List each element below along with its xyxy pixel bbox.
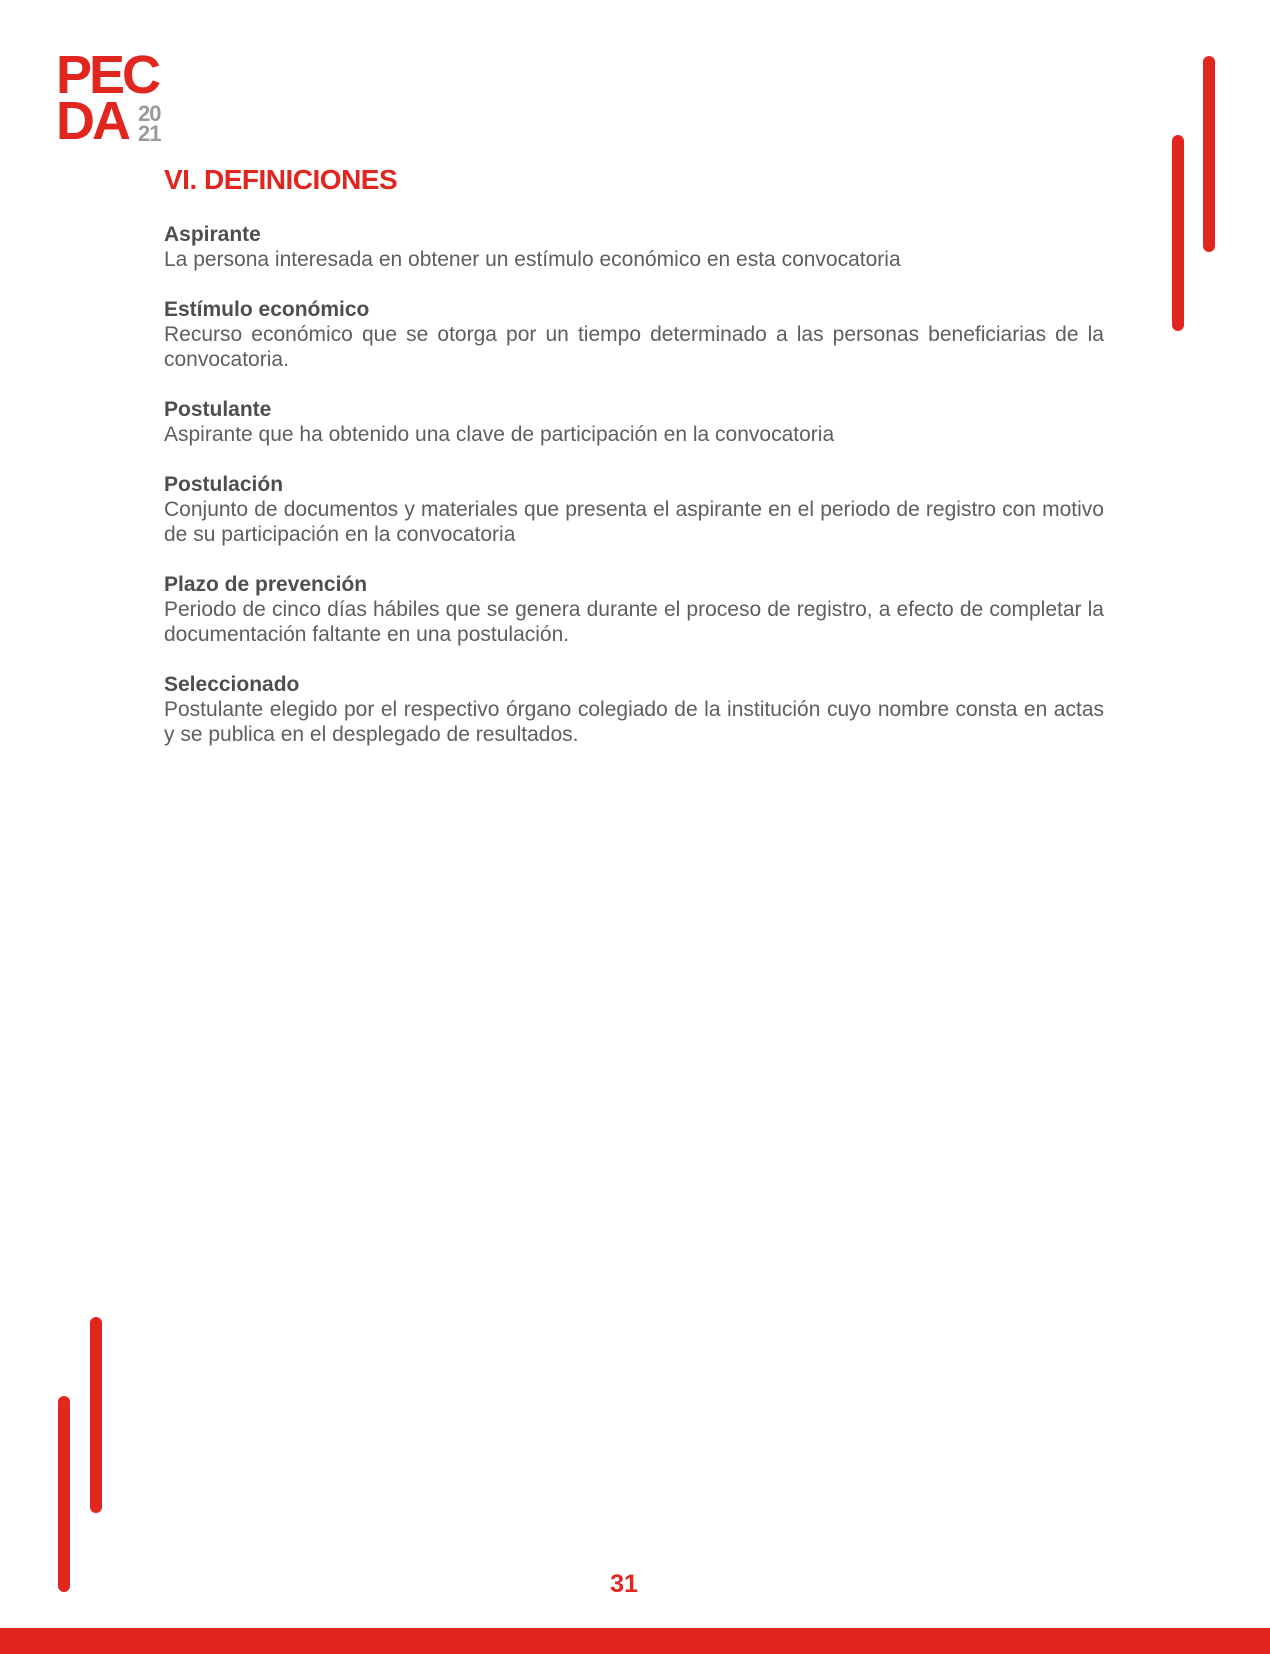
definition-description: Conjunto de documentos y materiales que presenta el aspirante en el periodo de registro con motivo de su participación en la convocatoria xyxy=(164,498,1104,546)
definition-item xyxy=(164,397,1104,447)
definition-item xyxy=(164,672,1104,747)
definition-description: Postulante elegido por el respectivo órgano colegiado de la institución cuyo nombre consta en actas y se publica en el desplegado de resultados. xyxy=(164,698,1104,746)
definition-term: Aspirante xyxy=(164,223,261,246)
footer-strip xyxy=(0,1628,1270,1654)
definition-item xyxy=(164,472,1104,547)
definition-description: Recurso económico que se otorga por un tiempo determinado a las personas beneficiarias de la convocatoria. xyxy=(164,323,1104,371)
logo-year-top: 20 xyxy=(138,101,161,126)
definition-description: La persona interesada en obtener un estímulo económico en esta convocatoria xyxy=(164,248,901,271)
logo-year-bottom: 21 xyxy=(138,121,161,146)
logo-text-bottom: DA xyxy=(56,91,128,151)
logo-text-top: PEC xyxy=(56,45,159,105)
definition-description: Aspirante que ha obtenido una clave de participación en la convocatoria xyxy=(164,423,835,446)
definitions-list xyxy=(164,222,1104,772)
decorative-bar-top-right-outer xyxy=(1203,56,1215,252)
pecda-logo xyxy=(56,45,176,151)
decorative-bar-top-right-inner xyxy=(1172,135,1184,331)
decorative-bar-bottom-left-outer xyxy=(58,1396,70,1592)
section-title: VI. DEFINICIONES xyxy=(164,164,398,195)
definition-term: Postulante xyxy=(164,398,272,421)
definition-item xyxy=(164,222,1104,272)
definition-term: Postulación xyxy=(164,473,284,496)
definition-description: Periodo de cinco días hábiles que se genera durante el proceso de registro, a efecto de completar la documentación faltante en una postulación. xyxy=(164,598,1104,646)
decorative-bar-bottom-left-inner xyxy=(90,1317,102,1513)
definition-item xyxy=(164,297,1104,372)
definition-term: Estímulo económico xyxy=(164,298,370,321)
definition-item xyxy=(164,572,1104,647)
definition-term: Plazo de prevención xyxy=(164,573,368,596)
definition-term: Seleccionado xyxy=(164,673,300,696)
page-number: 31 xyxy=(610,1570,638,1598)
